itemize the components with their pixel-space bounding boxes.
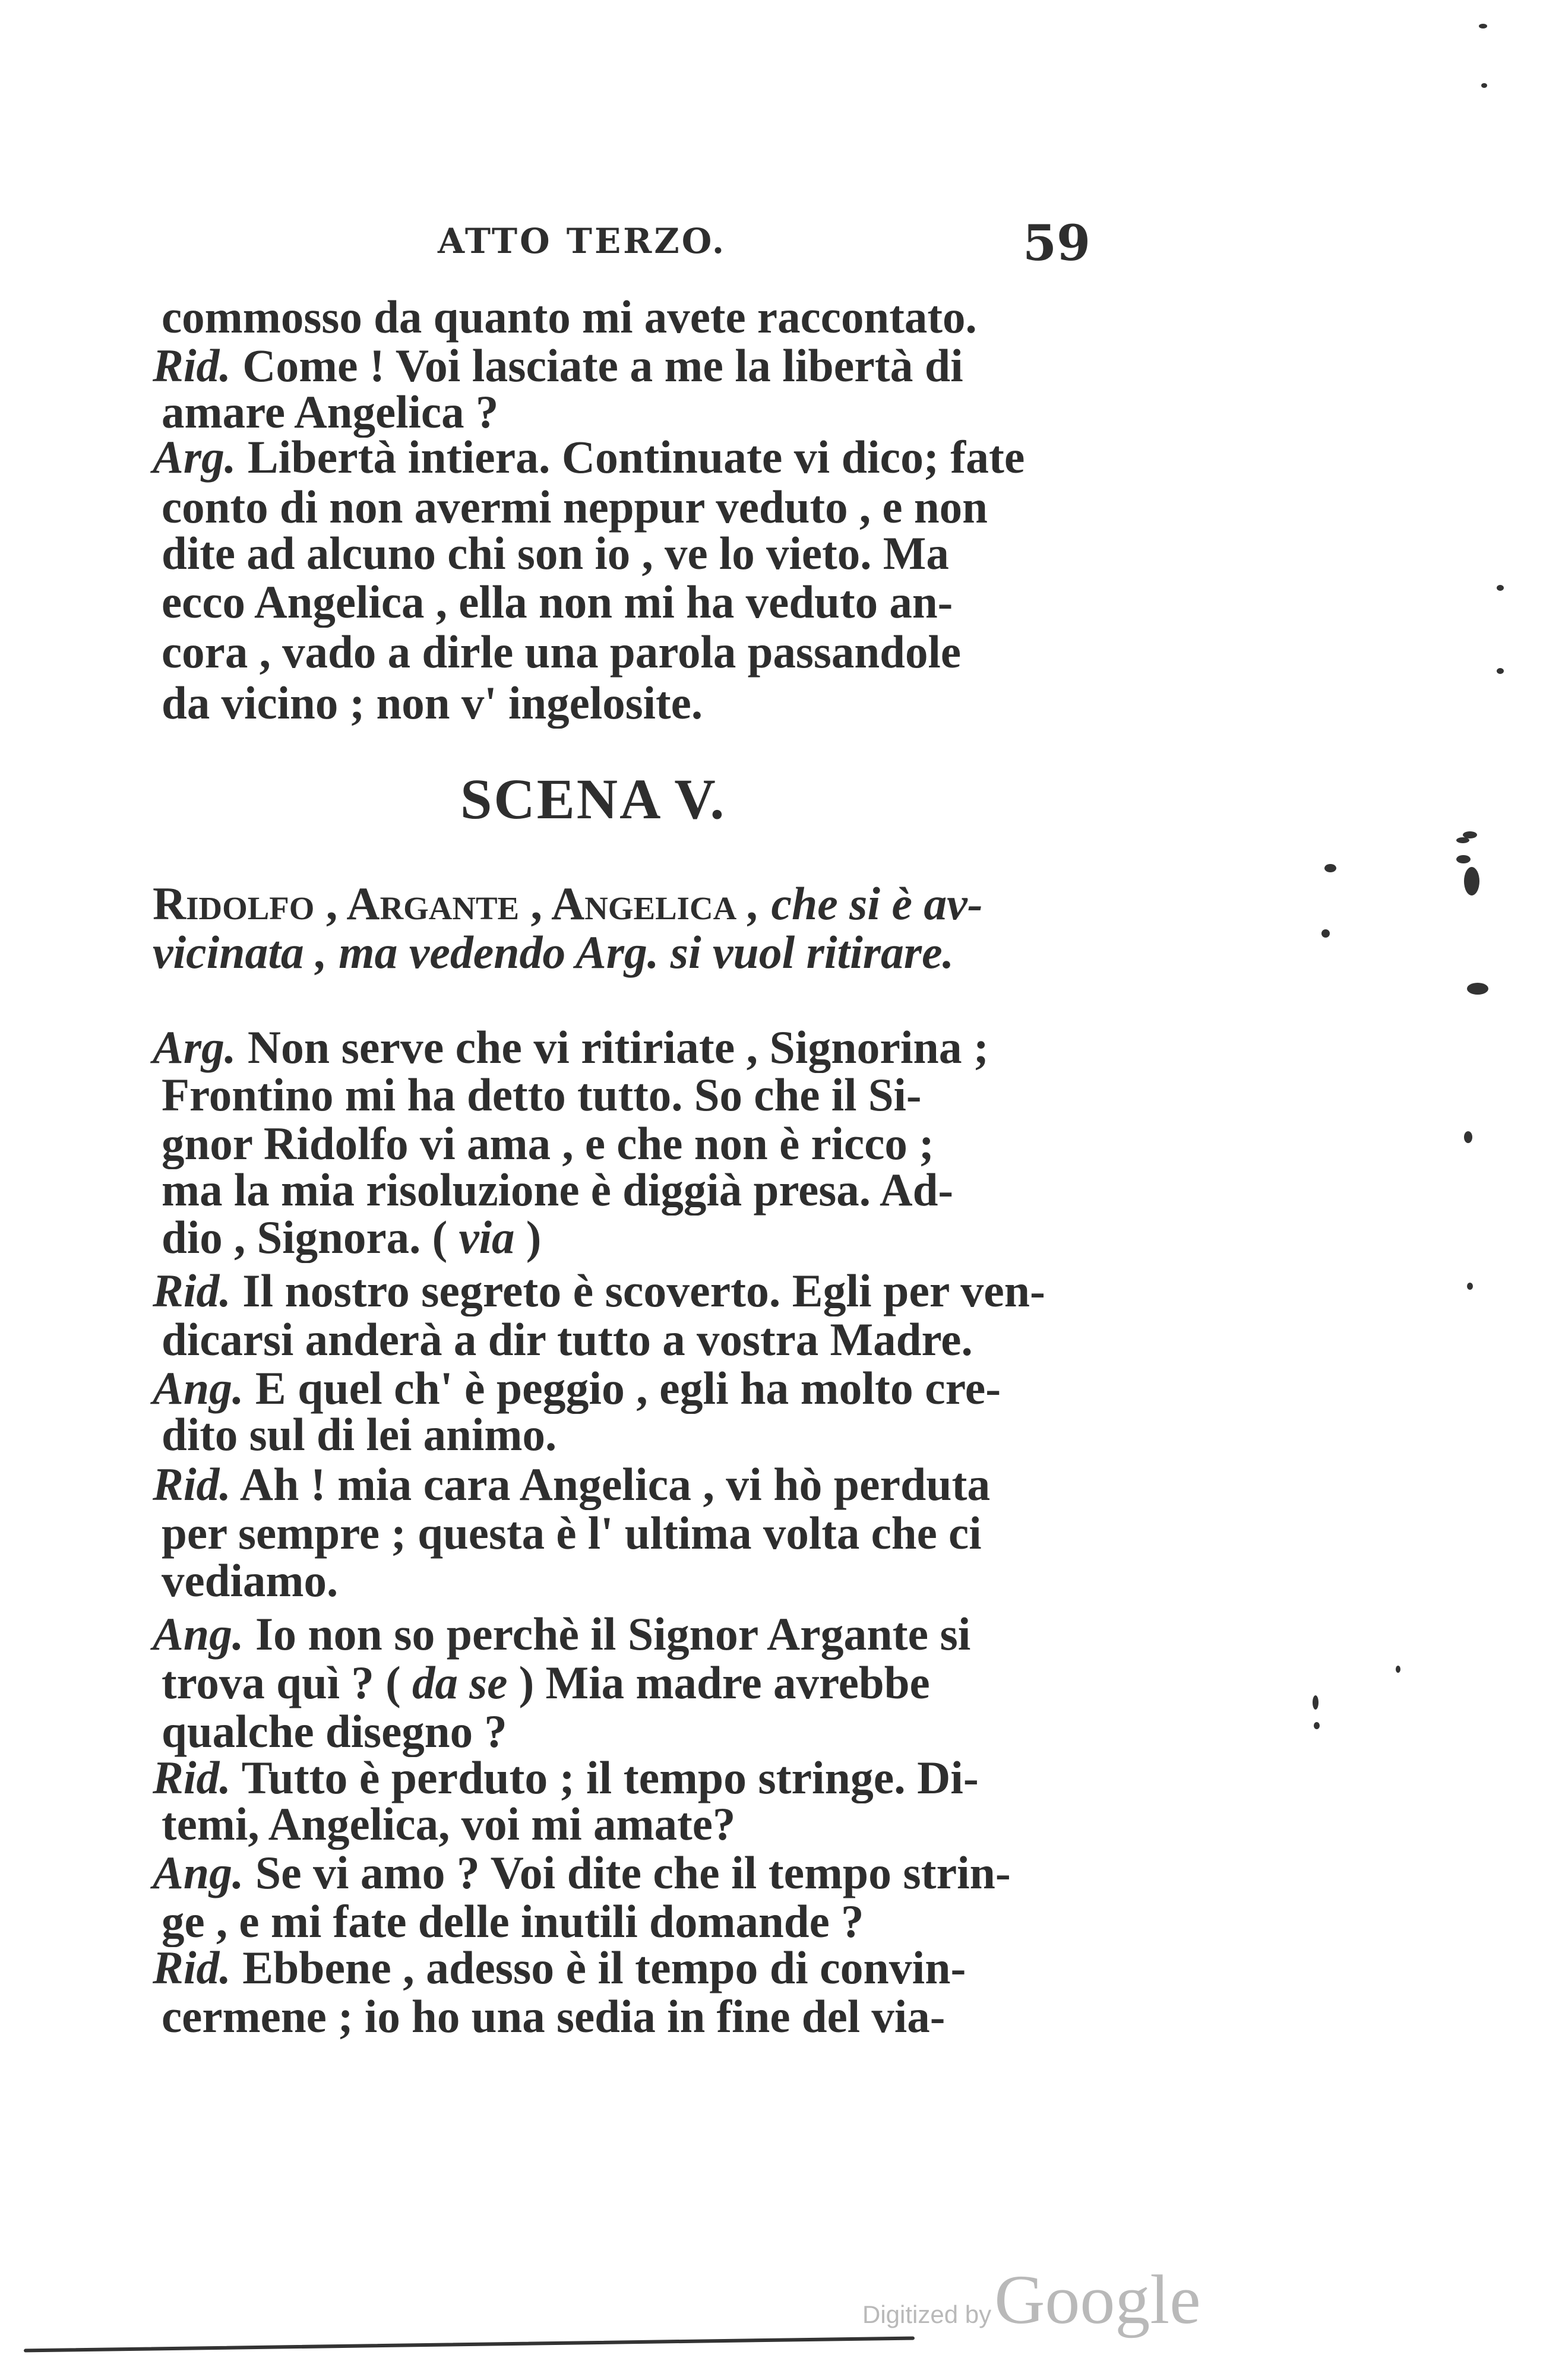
google-logo-text: Google	[994, 2261, 1201, 2338]
speech-continuation-line	[162, 1165, 1064, 1215]
cast-names: Ridolfo , Argante , Angelica	[153, 878, 737, 929]
watermark-prefix: Digitized by	[862, 2300, 992, 2328]
line-text: )	[514, 1211, 542, 1263]
speaker-abbrev: Rid.	[153, 1942, 231, 1993]
scan-speck	[1313, 1695, 1318, 1710]
cast-list-line-1	[153, 879, 1064, 929]
speech-line	[153, 1943, 1064, 1993]
speech-continuation-line	[162, 1799, 1064, 1849]
speech-continuation-line	[162, 387, 1064, 437]
speech-line	[153, 1848, 1064, 1898]
line-text: Se vi amo ? Voi dite che il tempo strin-	[244, 1847, 1011, 1898]
stage-direction: da se	[412, 1657, 508, 1708]
running-head: ATTO TERZO.	[438, 221, 727, 261]
scan-speck	[1467, 983, 1488, 995]
scan-speck	[1321, 929, 1330, 938]
scan-speck	[1497, 585, 1504, 591]
scan-speck	[1479, 24, 1487, 29]
scene-title: SCENA V.	[460, 767, 726, 831]
scan-speck	[1314, 1722, 1320, 1729]
speaker-abbrev: Rid.	[153, 1752, 231, 1803]
speech-line	[153, 1460, 1064, 1509]
speaker-abbrev: Rid.	[153, 1458, 231, 1510]
line-text: dito sul di lei animo.	[162, 1409, 557, 1460]
stage-direction: , che si è av-	[736, 878, 983, 929]
speaker-abbrev: Ang.	[153, 1608, 244, 1660]
line-text: dicarsi anderà a dir tutto a vostra Madre.	[162, 1314, 973, 1365]
scan-speck	[1464, 1131, 1472, 1143]
speech-continuation-line	[162, 1556, 1064, 1606]
speech-continuation-line	[162, 1119, 1064, 1169]
page-number: 59	[1023, 215, 1091, 272]
line-text: gnor Ridolfo vi ama , e che non è ricco ;	[162, 1118, 934, 1169]
line-text: dio , Signora. (	[162, 1211, 459, 1263]
speech-continuation-line	[162, 627, 1064, 677]
scan-speck	[1497, 668, 1504, 674]
speech-continuation-line	[162, 1070, 1064, 1120]
line-text: per sempre ; questa è l' ultima volta che ci	[162, 1507, 982, 1559]
line-text: E quel ch' è peggio , egli ha molto cre-	[244, 1362, 1001, 1414]
speech-line	[153, 341, 1064, 391]
speech-line	[153, 1363, 1064, 1413]
stage-direction: vicinata , ma vedendo	[153, 926, 576, 978]
scan-speck	[1456, 855, 1471, 863]
speaker-abbrev: Rid.	[153, 340, 231, 391]
speech-continuation-line	[162, 1992, 1064, 2042]
speech-continuation-line	[162, 1315, 1064, 1365]
line-text: amare Angelica ?	[162, 386, 499, 438]
speech-continuation-line	[162, 1897, 1064, 1947]
line-text: temi, Angelica, voi mi amate?	[162, 1798, 736, 1850]
line-text: Il nostro segreto è scoverto. Egli per ven-	[230, 1265, 1045, 1316]
speech-continuation-line	[162, 482, 1064, 532]
line-text: Non serve che vi ritiriate , Signorina ;	[236, 1021, 989, 1073]
speech-continuation-line	[162, 678, 1064, 728]
line-text: conto di non avermi neppur veduto , e non	[162, 481, 988, 533]
line-text: dite ad alcuno chi son io , ve lo vieto. Ma	[162, 527, 949, 579]
scan-speck	[1324, 864, 1336, 872]
scan-speck	[1467, 1283, 1473, 1290]
speech-continuation-line	[162, 1410, 1064, 1460]
speaker-abbrev: Arg.	[575, 926, 659, 978]
line-text: Libertà intiera. Continuate vi dico; fate	[236, 431, 1025, 483]
speech-line	[153, 432, 1064, 482]
line-text: qualche disegno ?	[162, 1705, 507, 1757]
speaker-abbrev: Arg.	[153, 1021, 236, 1073]
line-text: da vicino ; non v' ingelosite.	[162, 677, 703, 729]
speech-continuation-line	[162, 577, 1064, 627]
line-text: Ah ! mia cara Angelica , vi hò perduta	[230, 1458, 991, 1510]
line-text: vediamo.	[162, 1555, 339, 1606]
line-text: ge , e mi fate delle inutili domande ?	[162, 1895, 864, 1947]
speech-continuation-line	[162, 1707, 1064, 1756]
scan-speck	[1396, 1666, 1400, 1673]
line-text: ma la mia risoluzione è diggià presa. Ad-	[162, 1164, 954, 1216]
line-text: Ebbene , adesso è il tempo di convin-	[230, 1942, 966, 1993]
speaker-abbrev: Ang.	[153, 1362, 244, 1414]
digitized-by-google-watermark	[862, 2259, 1201, 2340]
cast-list-line-2	[153, 928, 1064, 977]
scan-speck	[1481, 83, 1487, 88]
speech-line	[153, 1609, 1064, 1659]
speaker-abbrev: Arg.	[153, 431, 236, 483]
page-edge-line	[24, 2337, 915, 2353]
speech-continuation-line	[162, 528, 1064, 578]
speech-line	[153, 1023, 1064, 1072]
speech-line	[153, 1753, 1064, 1803]
line-text: cora , vado a dirle una parola passandole	[162, 626, 962, 678]
scan-speck	[1464, 867, 1479, 895]
speech-continuation-line	[162, 1508, 1064, 1558]
line-text: trova quì ? (	[162, 1657, 413, 1708]
line-text: Come ! Voi lasciate a me la libertà di	[230, 340, 963, 391]
line-text: cermene ; io ho una sedia in fine del via-	[162, 1990, 946, 2042]
speech-continuation-line	[162, 1658, 1064, 1708]
stage-direction: si vuol ritirare.	[659, 926, 954, 978]
line-text: Frontino mi ha detto tutto. So che il Si-	[162, 1069, 922, 1121]
line-text: ) Mia madre avrebbe	[507, 1657, 930, 1708]
stage-direction: via	[459, 1211, 515, 1263]
line-text: ecco Angelica , ella non mi ha veduto an-	[162, 576, 953, 628]
speech-continuation-line	[162, 292, 1064, 342]
speaker-abbrev: Rid.	[153, 1265, 231, 1316]
speech-line	[153, 1266, 1064, 1316]
line-text: Io non so perchè il Signor Argante si	[244, 1608, 971, 1660]
speech-continuation-line	[162, 1213, 1064, 1262]
line-text: commosso da quanto mi avete raccontato.	[162, 291, 977, 343]
scan-speck	[1456, 837, 1469, 843]
speaker-abbrev: Ang.	[153, 1847, 244, 1898]
line-text: Tutto è perduto ; il tempo stringe. Di-	[230, 1752, 979, 1803]
